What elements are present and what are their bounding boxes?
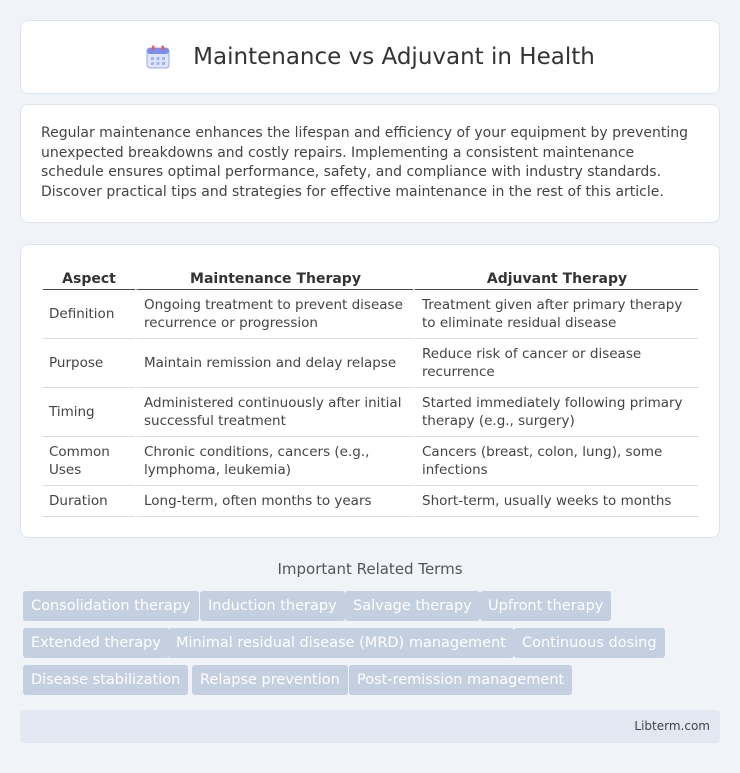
related-term-tag[interactable]: Continuous dosing	[514, 628, 665, 658]
column-header-adjuvant: Adjuvant Therapy	[413, 265, 698, 290]
related-term-tag[interactable]: Minimal residual disease (MRD) management	[168, 628, 514, 658]
intro-text: Regular maintenance enhances the lifespan and efficiency of your equipment by preventing unexpected breakdowns and costly repairs. Implementing a consistent maintenance schedule ensures optimal performance, safety, and compliance with industry standards. Discover practical tips and strategies for effective maintenance in the rest of this article.	[41, 125, 689, 200]
comparison-table	[43, 265, 698, 517]
table-cell-adjuvant: Short-term, usually weeks to months	[413, 486, 698, 517]
related-term-tag[interactable]: Extended therapy	[23, 628, 169, 658]
related-term-tag[interactable]: Relapse prevention	[192, 665, 348, 695]
column-header-maintenance: Maintenance Therapy	[135, 265, 413, 290]
table-cell-aspect: Definition	[43, 290, 135, 339]
table-cell-maintenance: Chronic conditions, cancers (e.g., lymphoma, leukemia)	[135, 437, 413, 486]
table-cell-adjuvant: Cancers (breast, colon, lung), some infections	[413, 437, 698, 486]
table-cell-maintenance: Administered continuously after initial successful treatment	[135, 388, 413, 437]
table-cell-adjuvant: Started immediately following primary therapy (e.g., surgery)	[413, 388, 698, 437]
related-term-tag[interactable]: Consolidation therapy	[23, 591, 199, 621]
calendar-icon	[145, 44, 171, 70]
table-cell-aspect: Duration	[43, 486, 135, 517]
table-cell-adjuvant: Treatment given after primary therapy to eliminate residual disease	[413, 290, 698, 339]
table-row	[43, 388, 698, 437]
related-term-tag[interactable]: Induction therapy	[200, 591, 345, 621]
comparison-table-card	[20, 244, 720, 538]
related-terms-title: Important Related Terms	[277, 560, 463, 578]
page-title: Maintenance vs Adjuvant in Health	[193, 44, 595, 70]
table-row	[43, 486, 698, 517]
table-row	[43, 290, 698, 339]
table-cell-maintenance: Long-term, often months to years	[135, 486, 413, 517]
related-term-tag[interactable]: Post-remission management	[349, 665, 572, 695]
table-cell-aspect: Purpose	[43, 339, 135, 388]
intro-card	[20, 104, 720, 223]
footer	[20, 710, 720, 743]
table-cell-maintenance: Maintain remission and delay relapse	[135, 339, 413, 388]
table-cell-maintenance: Ongoing treatment to prevent disease recurrence or progression	[135, 290, 413, 339]
table-header-row	[43, 265, 698, 290]
table-row	[43, 339, 698, 388]
footer-brand[interactable]: Libterm.com	[634, 719, 710, 733]
header-card	[20, 20, 720, 94]
table-row	[43, 437, 698, 486]
related-term-tag[interactable]: Salvage therapy	[345, 591, 480, 621]
table-cell-adjuvant: Reduce risk of cancer or disease recurrence	[413, 339, 698, 388]
table-cell-aspect: Timing	[43, 388, 135, 437]
table-cell-aspect: Common Uses	[43, 437, 135, 486]
column-header-aspect: Aspect	[43, 265, 135, 290]
related-term-tag[interactable]: Disease stabilization	[23, 665, 188, 695]
related-term-tag[interactable]: Upfront therapy	[480, 591, 611, 621]
